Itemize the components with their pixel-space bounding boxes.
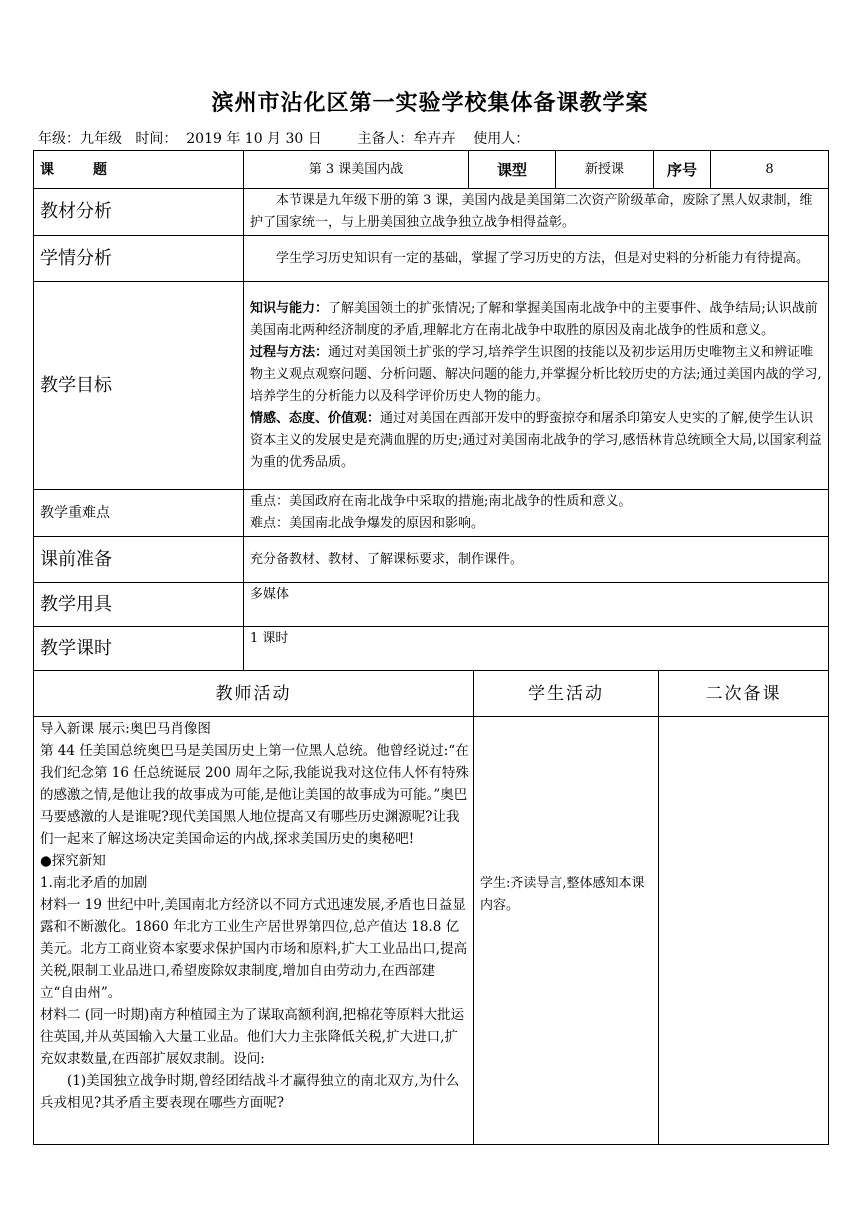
date-value: 2019 年 10 月 30 日 (186, 131, 322, 147)
prep-label: 课前准备 (34, 537, 244, 583)
preparer-value: 牟卉卉 (413, 131, 456, 147)
material-text: 本节课是九年级下册的第 3 课，美国内战是美国第二次资产阶级革命，废除了黑人奴隶制，维护了国家统一，与上册美国独立战争独立战争相得益彰。 (250, 193, 813, 230)
topic-value: 第 3 课美国内战 (244, 151, 469, 189)
hours-label: 教学课时 (34, 627, 244, 671)
type-label: 课型 (469, 151, 556, 189)
teacher-line: 材料二 (同一时期)南方种植园主为了谋取高额利润,把棉花等原料大批运往英国,并从英国输入大量工业品。他们大力主张降低关税,扩大进口,扩充奴隶数量,在西部扩展奴隶制。设问: (40, 1007, 465, 1067)
second-prep-header: 二次备课 (659, 671, 829, 717)
page-title: 滨州市沾化区第一实验学校集体备课教学案 (211, 91, 649, 116)
topic-label: 课 题 (34, 151, 244, 189)
teacher-line: 导入新课 展示:奥巴马肖像图 (40, 721, 211, 737)
hours-text: 1 课时 (244, 627, 829, 671)
grade-value: 九年级 (80, 131, 122, 147)
second-prep-cell (659, 717, 829, 1145)
teacher-activity-cell (34, 717, 474, 1145)
student-analysis-text: 学生学习历史知识有一定的基础，掌握了学习历史的方法，但是对史料的分析能力有待提高。 (276, 250, 810, 266)
time-label: 时间： (135, 131, 178, 147)
seq-value: 8 (711, 151, 829, 189)
teacher-line: 第 44 任美国总统奥巴马是美国历史上第一位黑人总统。他曾经说过:“在我们纪念第 16 任总统诞辰 200 周年之际,我能说我对这位伟人怀有特殊的感激之情,是他让我的故事成为可能,是他让美国的故事成为可能。”奥巴马要感激的人是谁呢?现代美国黑人地位提高又有哪些历史渊源呢?让我们一起来了解这场决定美国命运的内战,探求美国历史的奥秘吧! (40, 743, 469, 847)
goal-knowledge-head: 知识与能力： (250, 300, 329, 316)
goal-emotion-text: 通过对美国在西部开发中的野蛮掠夺和屠杀印第安人史实的了解,使学生认识资本主义的发展史是充满血腥的历史;通过对美国南北战争的学习,感悟林肯总统顾全大局,以国家利益为重的优秀品质。 (250, 410, 822, 470)
user-label: 使用人： (473, 131, 530, 147)
material-label: 教材分析 (34, 189, 244, 236)
goal-knowledge (250, 298, 824, 342)
tools-label: 教学用具 (34, 583, 244, 627)
teacher-activity-header: 教师活动 (34, 671, 474, 717)
goal-knowledge-text: 了解美国领土的扩张情况;了解和掌握美国南北战争中的主要事件、战争结局;认识战前美国南北两种经济制度的矛盾,理解北方在南北战争中取胜的原因及南北战争的性质和意义。 (250, 300, 818, 338)
teacher-line: 1.南北矛盾的加剧 (40, 875, 148, 891)
seq-label: 序号 (654, 151, 711, 189)
prep-text: 充分备教材、教材、了解课标要求，制作课件。 (244, 537, 829, 583)
goal-process-head: 过程与方法： (250, 344, 329, 360)
key-point: 重点：美国政府在南北战争中采取的措施;南北战争的性质和意义。 (250, 494, 632, 509)
goal-process (250, 342, 824, 408)
activity-table (33, 670, 829, 1145)
grade-label: 年级： (38, 131, 80, 147)
key-points-label: 教学重难点 (34, 490, 244, 537)
goal-process-text: 通过对美国领土扩张的学习,培养学生识图的技能以及初步运用历史唯物主义和辨证唯物主义观点观察问题、分析问题、解决问题的能力,并掌握分析比较历史的方法;通过美国内战的学习,培养学生的分析能力以及科学评价历史人物的能力。 (250, 344, 822, 404)
teacher-line: ●探究新知 (40, 853, 106, 869)
difficult-point: 难点：美国南北战争爆发的原因和影响。 (250, 516, 485, 531)
teacher-line: 材料一 19 世纪中叶,美国南北方经济以不同方式迅速发展,矛盾也日益显露和不断激化。1860 年北方工业生产居世界第四位,总产值达 18.8 亿美元。北方工商业资本家要求保护国内市场和原料,扩大工业品出口,提高关税,限制工业品进口,希望废除奴隶制度,增加自由劳动力,在西部建立“自由州”。 (40, 897, 468, 1001)
teacher-line: (1)美国独立战争时期,曾经团结战斗才赢得独立的南北双方,为什么兵戎相见?其矛盾主要表现在哪些方面呢? (40, 1073, 460, 1111)
type-value: 新授课 (556, 151, 654, 189)
student-activity-header: 学生活动 (474, 671, 659, 717)
tools-text: 多媒体 (244, 583, 829, 627)
lesson-info-table (33, 150, 829, 671)
goal-label: 教学目标 (34, 282, 244, 490)
goal-emotion (250, 408, 824, 474)
preparer-label: 主备人： (357, 131, 414, 147)
student-activity-cell: 学生:齐读导言,整体感知本课内容。 (474, 717, 659, 1145)
meta-line (38, 128, 529, 148)
student-analysis-label: 学情分析 (34, 236, 244, 282)
goal-emotion-head: 情感、态度、价值观： (250, 410, 381, 426)
